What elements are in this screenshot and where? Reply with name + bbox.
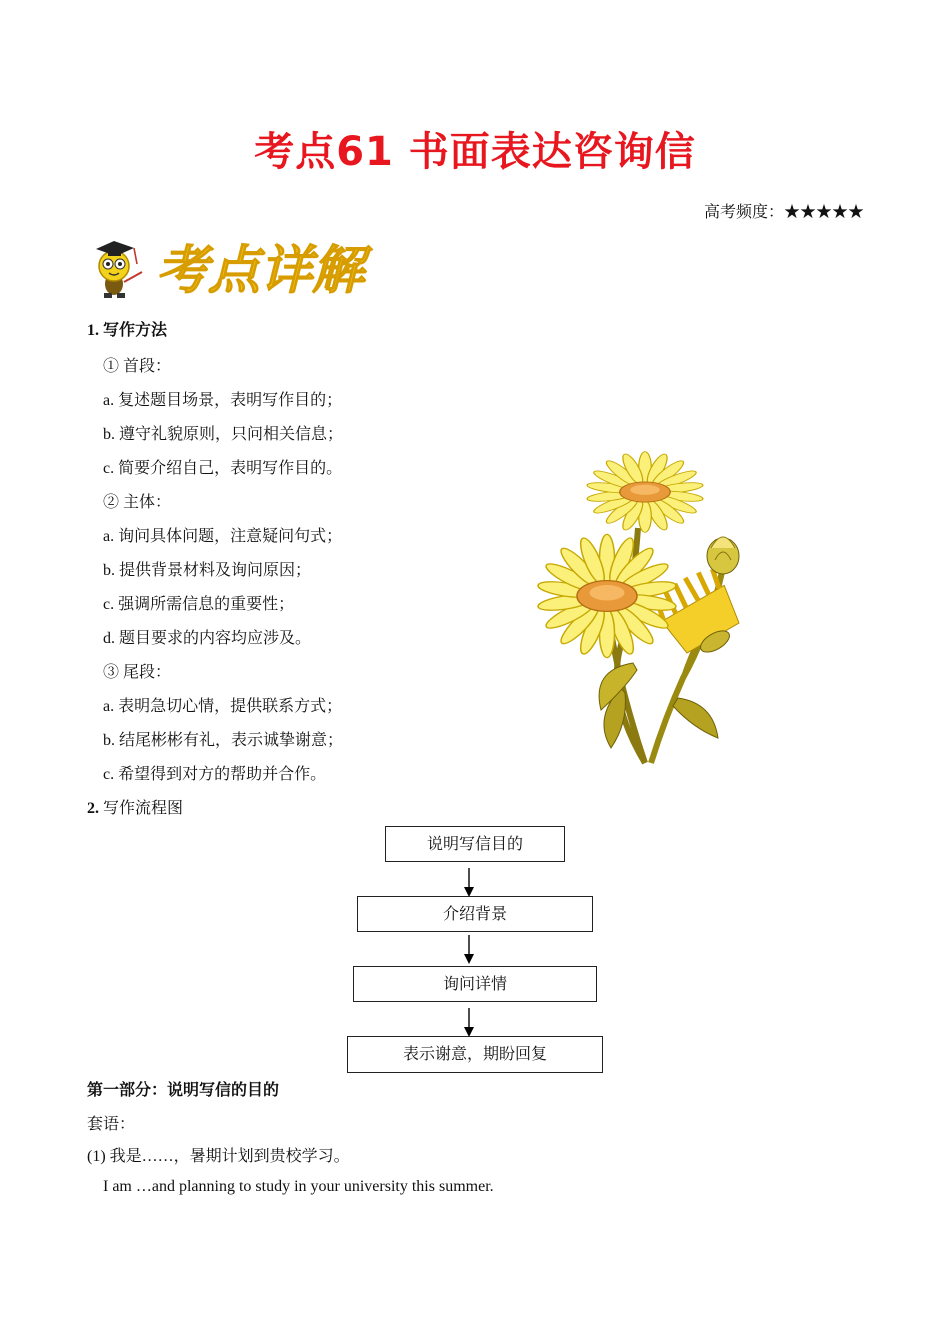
flow-step-3: 询问详情 — [353, 966, 597, 1002]
part1-heading: 第一部分：说明写信的目的 — [87, 1082, 280, 1099]
list-item: a. 询问具体问题，注意疑问句式； — [103, 528, 343, 545]
section2-heading: 2. 写作流程图 — [87, 800, 184, 817]
list-item: a. 复述题目场景，表明写作目的； — [103, 392, 343, 409]
banner — [90, 232, 390, 302]
flow-step-1: 说明写信目的 — [385, 826, 565, 862]
list-item: c. 简要介绍自己，表明写作目的。 — [103, 460, 343, 477]
phrase-item: (1) 我是……，暑期计划到贵校学习。 — [87, 1148, 350, 1165]
list-item: c. 希望得到对方的帮助并合作。 — [103, 766, 327, 783]
flow-arrow — [463, 1008, 475, 1038]
flow-step-2: 介绍背景 — [357, 896, 593, 932]
flow-step-4: 表示谢意，期盼回复 — [347, 1036, 603, 1073]
list-item: ① 首段： — [103, 358, 172, 375]
list-item: a. 表明急切心情，提供联系方式； — [103, 698, 343, 715]
list-item: b. 结尾彬彬有礼，表示诚挚谢意； — [103, 732, 344, 749]
list-item: ② 主体： — [103, 494, 172, 511]
flow-arrow — [463, 935, 475, 965]
flow-arrow — [463, 868, 475, 898]
banner-label: 考点详解 — [156, 240, 365, 301]
phrases-label: 套语： — [87, 1116, 136, 1133]
phrase-translation: I am …and planning to study in your university this summer. — [103, 1178, 494, 1195]
flower-illustration — [533, 448, 765, 766]
list-item: b. 遵守礼貌原则，只问相关信息； — [103, 426, 344, 443]
list-item: b. 提供背景材料及询问原因； — [103, 562, 312, 579]
list-item: d. 题目要求的内容均应涉及。 — [103, 630, 312, 647]
section1-heading: 1. 写作方法 — [87, 322, 168, 339]
mascot-icon — [96, 241, 142, 298]
list-item: c. 强调所需信息的重要性； — [103, 596, 295, 613]
exam-frequency: 高考频度：★★★★★ — [703, 204, 864, 221]
page-title: 考点61 书面表达咨询信 — [254, 129, 696, 175]
list-item: ③ 尾段： — [103, 664, 172, 681]
